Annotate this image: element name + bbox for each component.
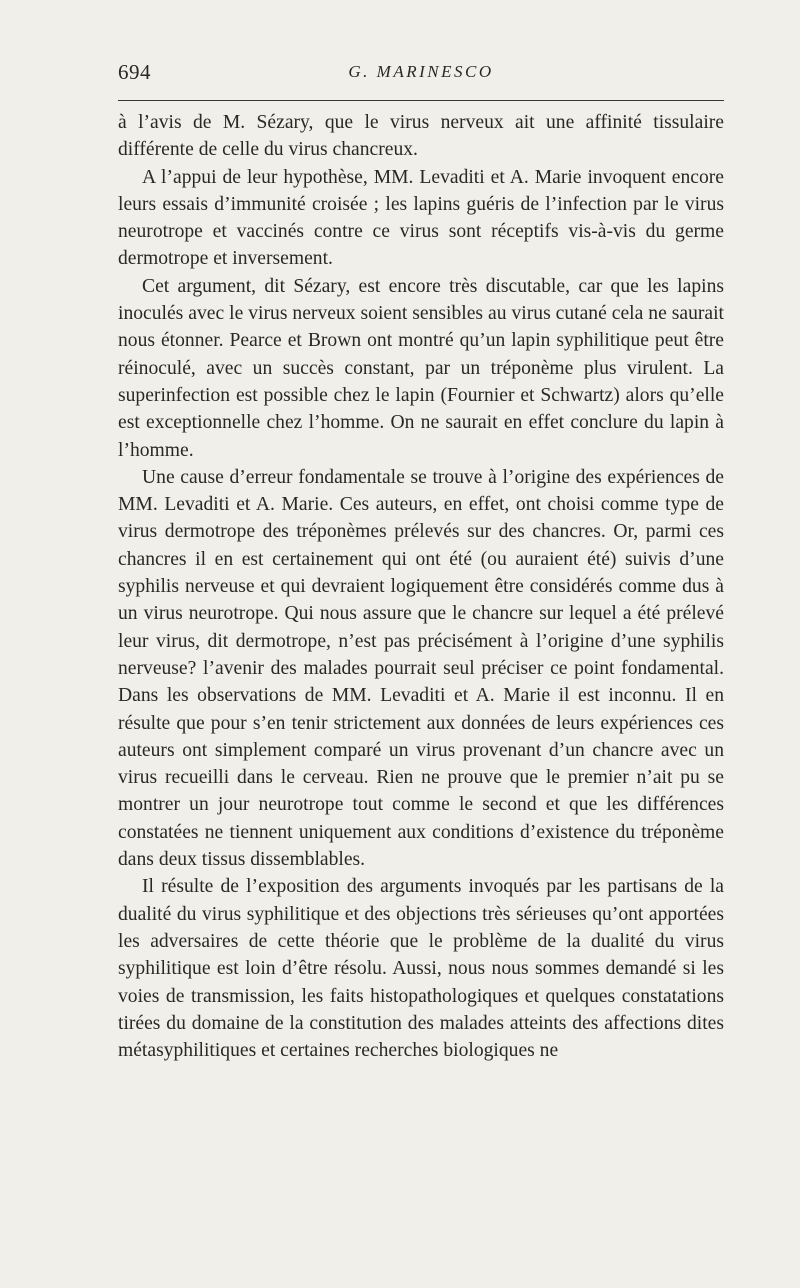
running-head-author: G. MARINESCO — [348, 62, 494, 81]
paragraph-1: à l’avis de M. Sézary, que le virus nerveux ait une affinité tissulaire différente de celle du virus chancreux. — [118, 112, 724, 161]
body-text — [118, 109, 724, 1064]
paragraph-3: Cet argument, dit Sézary, est encore très discutable, car que les lapins inoculés avec le virus nerveux soient sensibles au virus cutané cela ne saurait nous étonner. Pearce et Brown ont montré qu’un lapin syphilitique peut être réinoculé, avec un succès constant, par un tréponème plus virulent. La superinfection est possible chez le lapin (Fournier et Schwartz) alors qu’elle est exceptionnelle chez l’homme. On ne saurait en effet conclure du lapin à l’homme. — [118, 275, 724, 461]
paragraph-5: Il résulte de l’exposition des arguments invoqués par les partisans de la dualité du virus syphilitique et des objections très sérieuses qu’ont apportées les adversaires de cette théorie que le problème de la dualité du virus syphilitique est loin d’être résolu. Aussi, nous nous sommes demandé si les voies de transmission, les faits histopathologiques et quelques constatations tirées du domaine de la constitution des malades atteints des affections dites métasyphilitiques et certaines recherches biologiques ne — [118, 876, 724, 1062]
paragraph-2: A l’appui de leur hypothèse, MM. Levaditi et A. Marie invoquent encore leurs essais d’immunité croisée ; les lapins guéris de l’infection par le virus neurotrope et vaccinés contre ce virus sont réceptifs vis-à-vis du germe dermotrope et inversement. — [118, 166, 724, 270]
paragraph-4: Une cause d’erreur fondamentale se trouve à l’origine des expériences de MM. Levaditi et A. Marie. Ces auteurs, en effet, ont choisi comme type de virus dermotrope des tréponèmes prélevés sur des chancres. Or, parmi ces chancres il en est certainement qui ont été (ou auraient été) suivis d’une syphilis nerveuse et qui devraient logiquement être considérés comme dus à un virus neurotrope. Qui nous assure que le chancre sur lequel a été prélevé leur virus, dit dermotrope, n’est pas précisément à l’origine d’une syphilis nerveuse? l’avenir des malades pourrait seul préciser ce point fondamental. Dans les observations de MM. Levaditi et A. Marie il est inconnu. Il en résulte que pour s’en tenir strictement aux données de leurs expériences ces auteurs ont simplement comparé un virus provenant d’un chancre avec un virus recueilli dans le cerveau. Rien ne prouve que le premier n’ait pu se montrer un jour neurotrope tout comme le second et que les différences constatées ne tiennent uniquement aux conditions d’existence du tréponème dans deux tissus dissemblables. — [118, 466, 724, 871]
page-header — [118, 58, 724, 88]
header-rule — [118, 100, 724, 101]
page-number: 694 — [118, 60, 151, 84]
